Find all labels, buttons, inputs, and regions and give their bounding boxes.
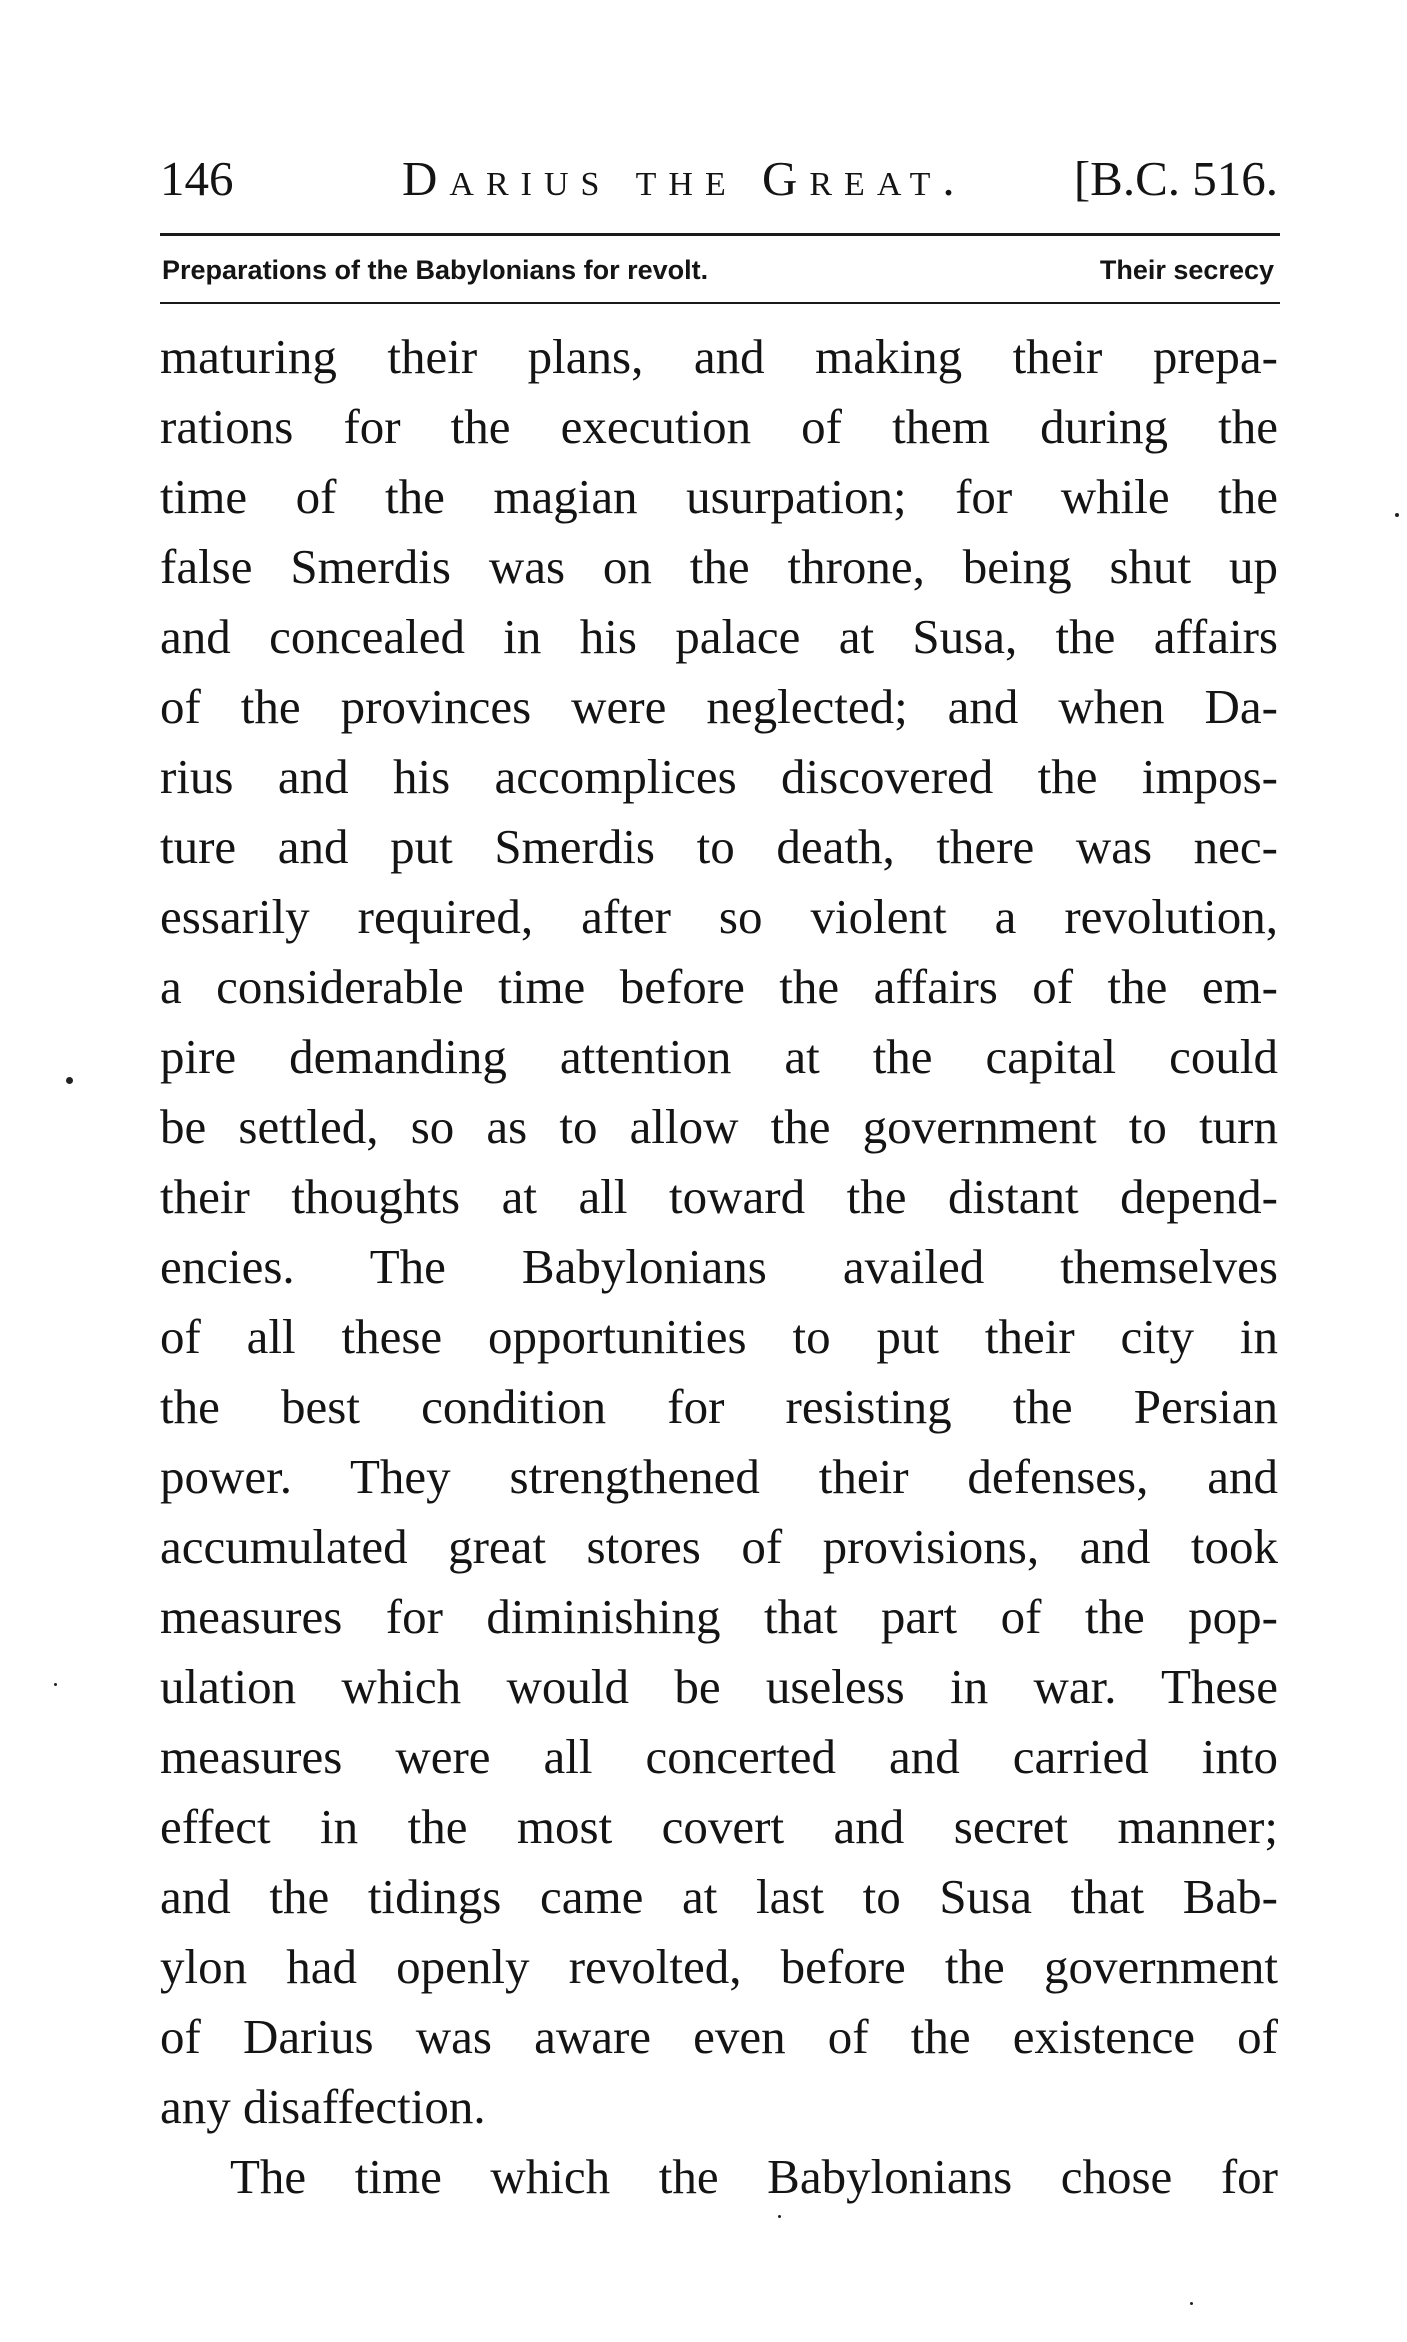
text-line: essarily required, after so violent a revolution, (160, 889, 1278, 944)
paragraph-start-line: The time which the Babylonians chose for (230, 2149, 1278, 2204)
text-line: effect in the most covert and secret manner; (160, 1799, 1278, 1854)
page-number: 146 (160, 151, 234, 206)
running-title: Darius the Great. (402, 151, 967, 206)
scan-speck (1190, 2302, 1193, 2305)
text-line: their thoughts at all toward the distant depend- (160, 1169, 1278, 1224)
text-line: false Smerdis was on the throne, being shut up (160, 539, 1278, 594)
text-line: and the tidings came at last to Susa that Bab- (160, 1869, 1278, 1924)
scan-speck (54, 1683, 57, 1686)
text-line: rations for the execution of them during the (160, 399, 1278, 454)
subheader-topic: Preparations of the Babylonians for revolt. (162, 255, 709, 285)
body-text (160, 322, 1278, 2212)
marginal-subheader (162, 248, 1274, 292)
text-line: a considerable time before the affairs of the em- (160, 959, 1278, 1014)
text-line: maturing their plans, and making their prepa- (160, 329, 1278, 384)
scan-speck (66, 1077, 73, 1084)
text-line: rius and his accomplices discovered the impos- (160, 749, 1278, 804)
text-line: measures for diminishing that part of the pop- (160, 1589, 1278, 1644)
scan-speck (1395, 513, 1399, 517)
header-rule-bottom (160, 302, 1280, 304)
text-line: of Darius was aware even of the existence of (160, 2009, 1278, 2064)
date-reference: [B.C. 516. (1073, 151, 1278, 206)
text-line: of all these opportunities to put their city in (160, 1309, 1278, 1364)
text-line: encies. The Babylonians availed themselves (160, 1239, 1278, 1294)
text-line: ylon had openly revolted, before the government (160, 1939, 1278, 1994)
text-line: measures were all concerted and carried into (160, 1729, 1278, 1784)
text-line: ulation which would be useless in war. These (160, 1659, 1278, 1714)
header-rule-top (160, 233, 1280, 236)
text-line: time of the magian usurpation; for while the (160, 469, 1278, 524)
text-line: ture and put Smerdis to death, there was nec- (160, 819, 1278, 874)
running-header (160, 144, 1278, 214)
subheader-topic-right: Their secrecy (1099, 255, 1274, 285)
text-line: of the provinces were neglected; and when Da- (160, 679, 1278, 734)
text-line: the best condition for resisting the Persian (160, 1379, 1278, 1434)
text-line: accumulated great stores of provisions, and took (160, 1519, 1278, 1574)
text-line: power. They strengthened their defenses, and (160, 1449, 1278, 1504)
paragraph-end-line: any disaffection. (160, 2079, 486, 2134)
scan-speck (778, 2215, 781, 2218)
text-line: pire demanding attention at the capital could (160, 1029, 1278, 1084)
text-line: and concealed in his palace at Susa, the affairs (160, 609, 1278, 664)
text-line: be settled, so as to allow the government to turn (160, 1099, 1278, 1154)
